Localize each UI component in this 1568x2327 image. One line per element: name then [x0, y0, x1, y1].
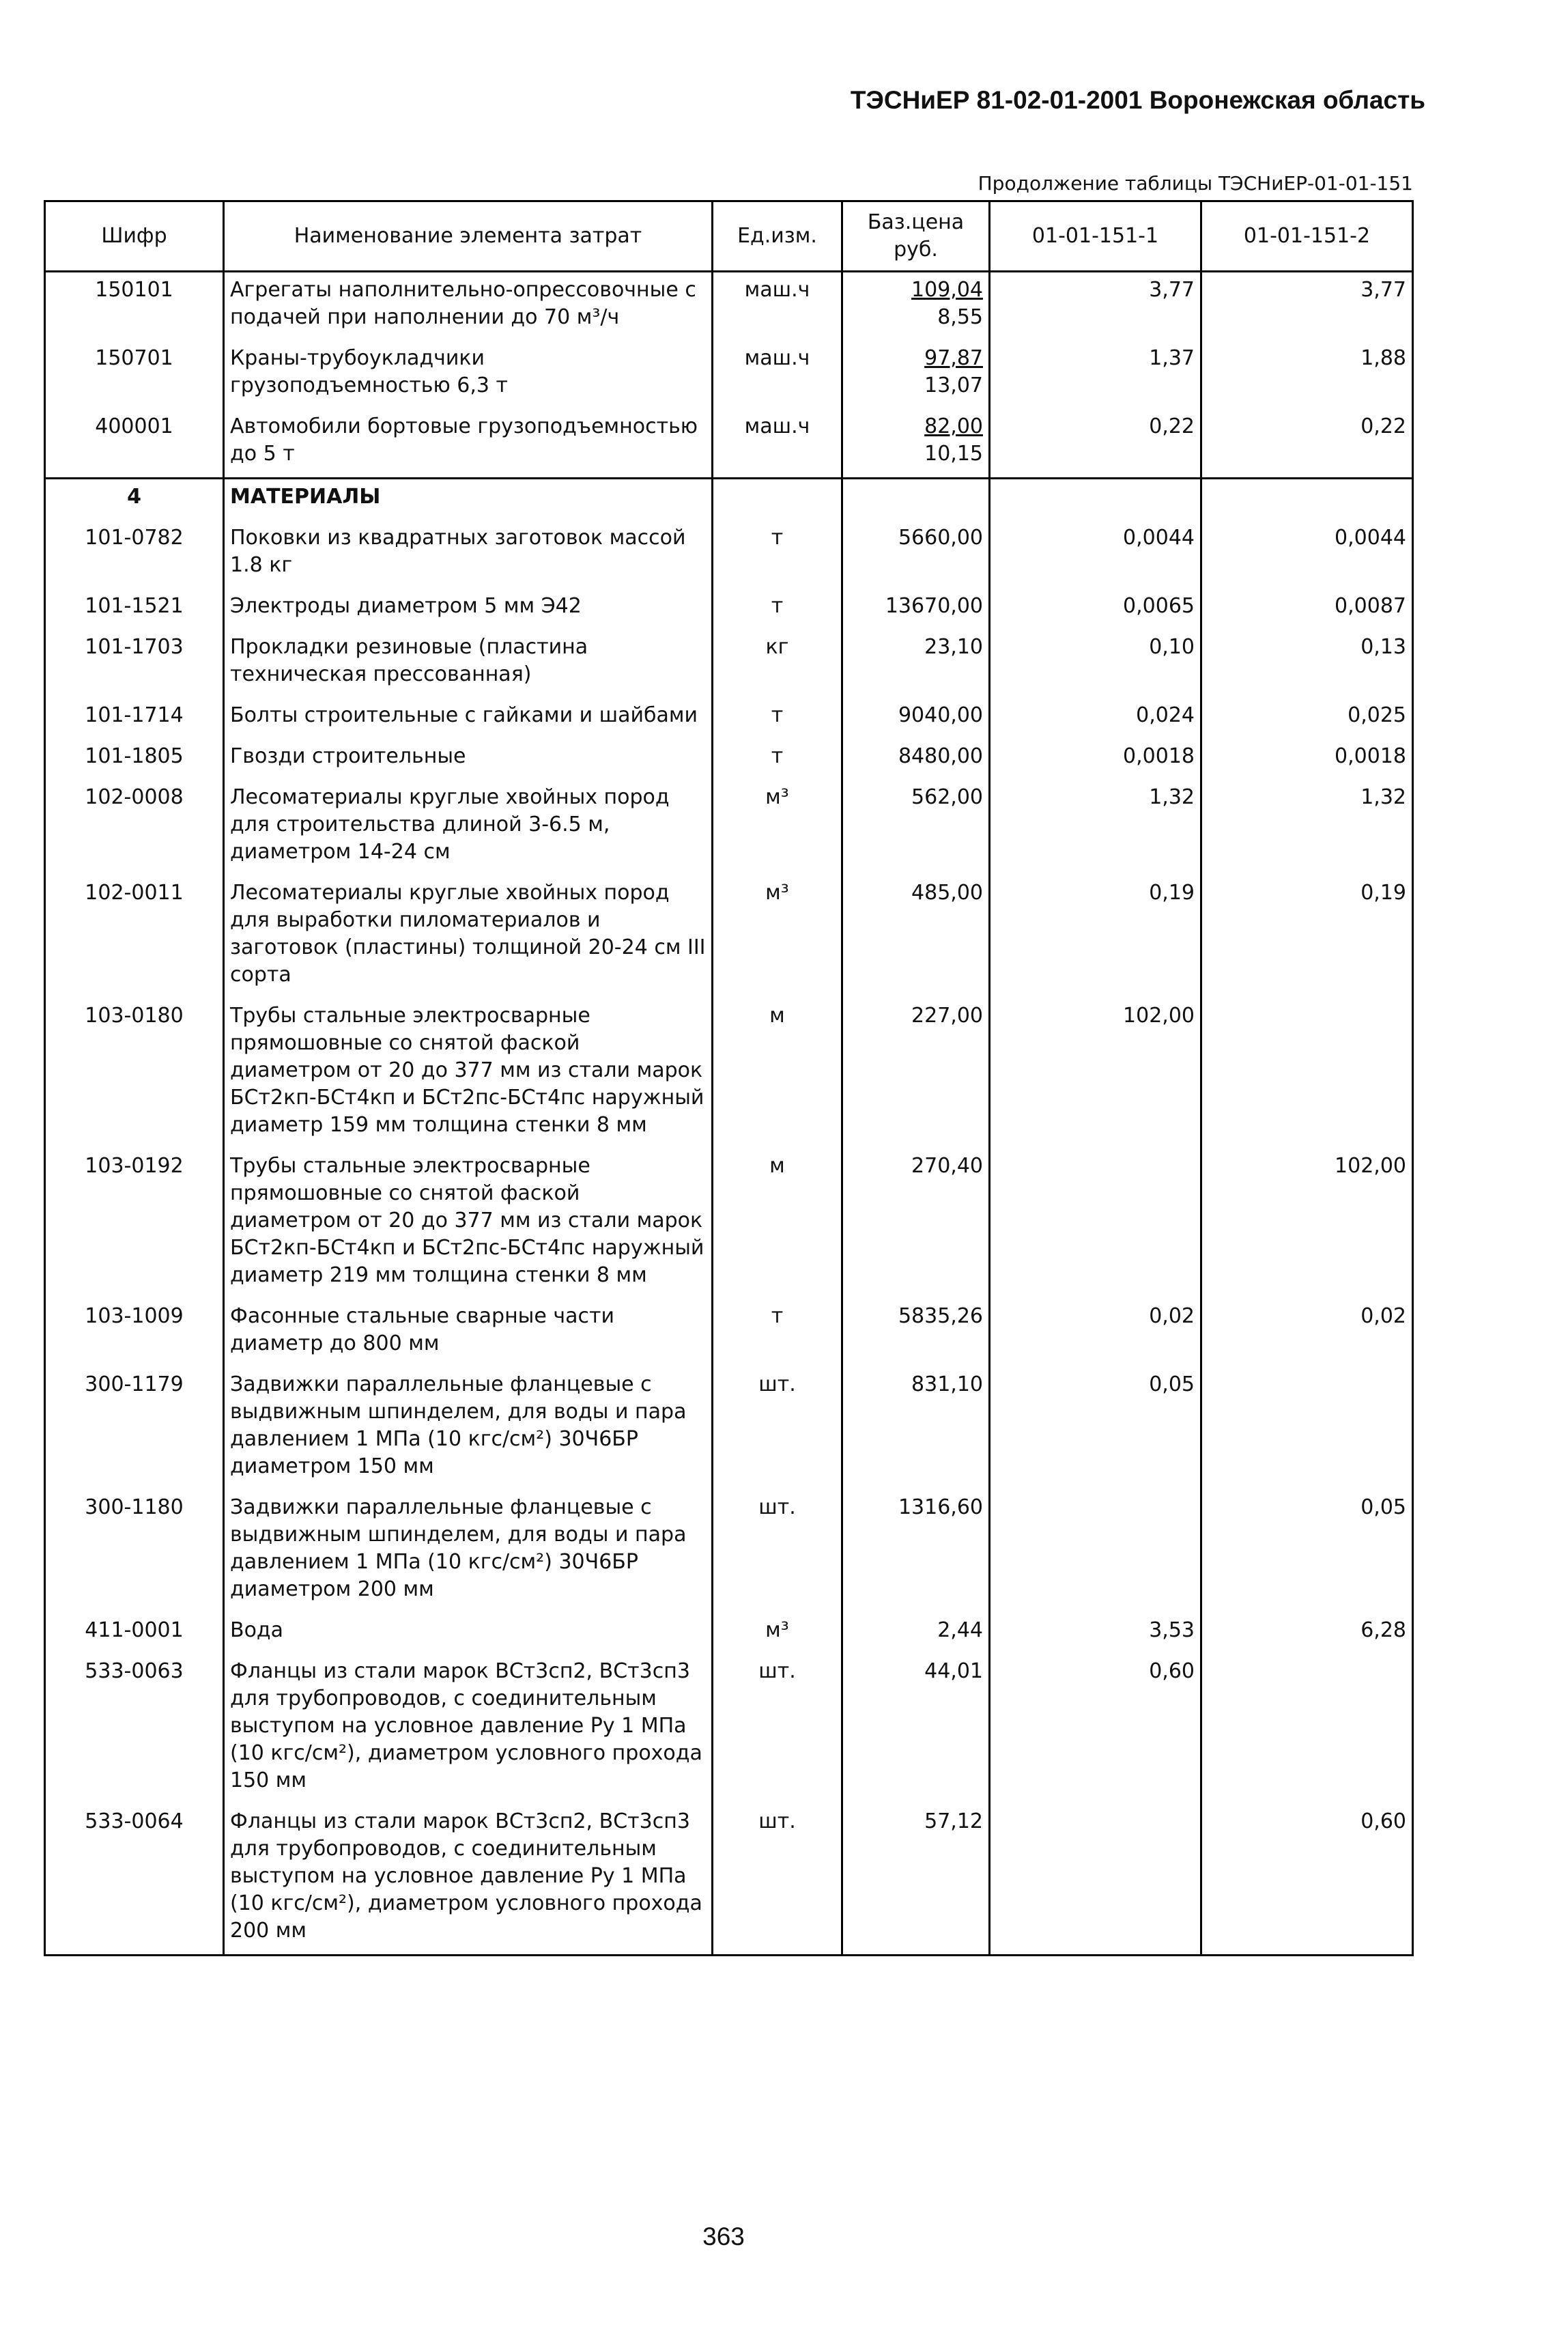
section-empty-cell — [1201, 479, 1413, 521]
cell-price: 5660,00 — [842, 520, 990, 589]
cell-name: Трубы стальные электросварные прямошовные со снятой фаской диаметром от 20 до 377 мм из стали марок БСт2кп-БСт4кп и БСт2пс-БСт4пс наружный диаметр 159 мм толщина стенки 8 мм — [224, 998, 713, 1148]
cell-norm-2: 0,13 — [1201, 630, 1413, 698]
cell-norm-1: 0,0018 — [990, 739, 1201, 780]
section-empty-cell — [713, 479, 842, 521]
table-row — [45, 1654, 1413, 1804]
cell-code: 103-0192 — [45, 1148, 224, 1299]
table-row — [45, 341, 1413, 409]
table-row — [45, 780, 1413, 875]
cell-code: 400001 — [45, 409, 224, 479]
cell-unit: т — [713, 1299, 842, 1367]
cell-name: Лесоматериалы круглые хвойных пород для выработки пиломатериалов и заготовок (пластины) толщиной 20-24 см III сорта — [224, 875, 713, 998]
section-empty-cell — [842, 479, 990, 521]
cell-code: 101-1703 — [45, 630, 224, 698]
cell-norm-1: 0,60 — [990, 1654, 1201, 1804]
cell-unit: маш.ч — [713, 341, 842, 409]
table-row — [45, 272, 1413, 341]
cell-norm-2 — [1201, 998, 1413, 1148]
cell-unit: шт. — [713, 1367, 842, 1490]
cell-name: Электроды диаметром 5 мм Э42 — [224, 589, 713, 630]
col-header-code: Шифр — [45, 201, 224, 272]
cell-norm-2: 6,28 — [1201, 1613, 1413, 1654]
cell-price-wage: 10,15 — [924, 442, 983, 466]
table-row — [45, 1613, 1413, 1654]
table-row — [45, 1299, 1413, 1367]
cell-name: Фланцы из стали марок ВСт3сп2, ВСт3сп3 для трубопроводов, с соединительным выступом на условное давление Ру 1 МПа (10 кгс/см²), диаметром условного прохода 150 мм — [224, 1654, 713, 1804]
cell-unit: шт. — [713, 1804, 842, 1956]
cell-code: 101-1521 — [45, 589, 224, 630]
cell-price: 44,01 — [842, 1654, 990, 1804]
cell-norm-1: 0,19 — [990, 875, 1201, 998]
cell-norm-1: 0,10 — [990, 630, 1201, 698]
cell-norm-1: 102,00 — [990, 998, 1201, 1148]
table-row — [45, 520, 1413, 589]
cell-norm-1: 0,024 — [990, 698, 1201, 739]
table-row — [45, 589, 1413, 630]
cell-unit: т — [713, 520, 842, 589]
cell-norm-2: 102,00 — [1201, 1148, 1413, 1299]
cell-unit: кг — [713, 630, 842, 698]
table-row — [45, 1804, 1413, 1956]
cell-name: Вода — [224, 1613, 713, 1654]
cell-norm-1: 1,37 — [990, 341, 1201, 409]
table-row — [45, 1490, 1413, 1613]
cell-unit: м³ — [713, 1613, 842, 1654]
cell-norm-2: 1,32 — [1201, 780, 1413, 875]
cell-norm-2: 0,0044 — [1201, 520, 1413, 589]
cell-name: Фасонные стальные сварные части диаметр до 800 мм — [224, 1299, 713, 1367]
cell-unit: шт. — [713, 1654, 842, 1804]
norm-table — [44, 200, 1414, 1956]
cell-code: 533-0063 — [45, 1654, 224, 1804]
cell-norm-2: 0,0087 — [1201, 589, 1413, 630]
cell-code: 533-0064 — [45, 1804, 224, 1956]
cell-unit: м³ — [713, 875, 842, 998]
materials-section — [45, 479, 1413, 1956]
page-number: 363 — [702, 2223, 745, 2251]
cell-name: Гвозди строительные — [224, 739, 713, 780]
cell-price-base: 82,00 — [924, 414, 983, 438]
cell-price — [842, 272, 990, 341]
cell-name: Лесоматериалы круглые хвойных пород для строительства длиной 3-6.5 м, диаметром 14-24 см — [224, 780, 713, 875]
cell-code: 150701 — [45, 341, 224, 409]
cell-name: Прокладки резиновые (пластина техническая прессованная) — [224, 630, 713, 698]
cell-unit: м — [713, 998, 842, 1148]
col-header-norm-2: 01-01-151-2 — [1201, 201, 1413, 272]
cell-price: 485,00 — [842, 875, 990, 998]
cell-code: 411-0001 — [45, 1613, 224, 1654]
cell-price-base: 109,04 — [911, 278, 983, 302]
cell-norm-1: 3,53 — [990, 1613, 1201, 1654]
cell-price — [842, 409, 990, 479]
cell-norm-1: 0,0044 — [990, 520, 1201, 589]
cell-code: 101-1714 — [45, 698, 224, 739]
col-header-price: Баз.цена руб. — [842, 201, 990, 272]
col-header-name: Наименование элемента затрат — [224, 201, 713, 272]
cell-price: 23,10 — [842, 630, 990, 698]
cell-price: 270,40 — [842, 1148, 990, 1299]
cell-price: 9040,00 — [842, 698, 990, 739]
cell-price: 831,10 — [842, 1367, 990, 1490]
cell-norm-1: 0,0065 — [990, 589, 1201, 630]
col-header-unit: Ед.изм. — [713, 201, 842, 272]
table-row — [45, 998, 1413, 1148]
cell-price: 5835,26 — [842, 1299, 990, 1367]
table-header-row — [45, 201, 1413, 272]
cell-unit: т — [713, 739, 842, 780]
cell-norm-1: 0,02 — [990, 1299, 1201, 1367]
cell-code: 103-1009 — [45, 1299, 224, 1367]
cell-unit: т — [713, 589, 842, 630]
table-row — [45, 875, 1413, 998]
cell-price-wage: 8,55 — [937, 305, 983, 329]
cell-code: 150101 — [45, 272, 224, 341]
cell-norm-1 — [990, 1148, 1201, 1299]
cell-name: Задвижки параллельные фланцевые с выдвижным шпинделем, для воды и пара давлением 1 МПа (10 кгс/см²) 30Ч6БР диаметром 150 мм — [224, 1367, 713, 1490]
cell-unit: маш.ч — [713, 409, 842, 479]
table-row — [45, 1367, 1413, 1490]
cell-unit: м³ — [713, 780, 842, 875]
cell-norm-2: 0,60 — [1201, 1804, 1413, 1956]
cell-norm-2: 0,025 — [1201, 698, 1413, 739]
table-row — [45, 409, 1413, 479]
col-header-norm-1: 01-01-151-1 — [990, 201, 1201, 272]
cell-norm-1: 1,32 — [990, 780, 1201, 875]
cell-name: Задвижки параллельные фланцевые с выдвижным шпинделем, для воды и пара давлением 1 МПа (10 кгс/см²) 30Ч6БР диаметром 200 мм — [224, 1490, 713, 1613]
table-continuation-caption: Продолжение таблицы ТЭСНиЕР-01-01-151 — [978, 172, 1413, 195]
cell-norm-1: 0,22 — [990, 409, 1201, 479]
cell-norm-1 — [990, 1490, 1201, 1613]
cell-unit: маш.ч — [713, 272, 842, 341]
cell-price: 2,44 — [842, 1613, 990, 1654]
machines-section — [45, 272, 1413, 479]
cell-name: Поковки из квадратных заготовок массой 1.8 кг — [224, 520, 713, 589]
cell-norm-2: 1,88 — [1201, 341, 1413, 409]
cell-price-base: 97,87 — [924, 346, 983, 370]
cell-price: 1316,60 — [842, 1490, 990, 1613]
table-row — [45, 1148, 1413, 1299]
cell-norm-2 — [1201, 1654, 1413, 1804]
cell-norm-2: 0,0018 — [1201, 739, 1413, 780]
section-heading-row — [45, 479, 1413, 521]
cell-name: Агрегаты наполнительно-опрессовочные с подачей при наполнении до 70 м³/ч — [224, 272, 713, 341]
table-row — [45, 630, 1413, 698]
cell-norm-1: 0,05 — [990, 1367, 1201, 1490]
table-row — [45, 739, 1413, 780]
cell-norm-2: 0,19 — [1201, 875, 1413, 998]
section-empty-cell — [990, 479, 1201, 521]
section-number: 4 — [45, 479, 224, 521]
cell-price: 227,00 — [842, 998, 990, 1148]
cell-price: 562,00 — [842, 780, 990, 875]
cell-name: Трубы стальные электросварные прямошовные со снятой фаской диаметром от 20 до 377 мм из стали марок БСт2кп-БСт4кп и БСт2пс-БСт4пс наружный диаметр 219 мм толщина стенки 8 мм — [224, 1148, 713, 1299]
cell-unit: т — [713, 698, 842, 739]
cell-unit: шт. — [713, 1490, 842, 1613]
cell-norm-2: 0,02 — [1201, 1299, 1413, 1367]
cell-price: 57,12 — [842, 1804, 990, 1956]
cell-code: 300-1180 — [45, 1490, 224, 1613]
cell-name: Автомобили бортовые грузоподъемностью до 5 т — [224, 409, 713, 479]
cell-code: 102-0008 — [45, 780, 224, 875]
cell-norm-2: 0,22 — [1201, 409, 1413, 479]
cell-norm-2 — [1201, 1367, 1413, 1490]
cell-code: 300-1179 — [45, 1367, 224, 1490]
cell-code: 103-0180 — [45, 998, 224, 1148]
cell-norm-2: 3,77 — [1201, 272, 1413, 341]
cell-norm-1 — [990, 1804, 1201, 1956]
cell-name: Болты строительные с гайками и шайбами — [224, 698, 713, 739]
cell-norm-2: 0,05 — [1201, 1490, 1413, 1613]
cell-norm-1: 3,77 — [990, 272, 1201, 341]
cell-code: 101-0782 — [45, 520, 224, 589]
cell-price-wage: 13,07 — [924, 373, 983, 397]
cell-price — [842, 341, 990, 409]
cell-code: 101-1805 — [45, 739, 224, 780]
cell-code: 102-0011 — [45, 875, 224, 998]
table-row — [45, 698, 1413, 739]
norm-table-container — [44, 200, 1412, 1956]
cell-unit: м — [713, 1148, 842, 1299]
page-header-title: ТЭСНиЕР 81-02-01-2001 Воронежская область — [850, 86, 1425, 114]
cell-price: 13670,00 — [842, 589, 990, 630]
cell-name: Краны-трубоукладчики грузоподъемностью 6,3 т — [224, 341, 713, 409]
section-title: МАТЕРИАЛЫ — [224, 479, 713, 521]
cell-name: Фланцы из стали марок ВСт3сп2, ВСт3сп3 для трубопроводов, с соединительным выступом на условное давление Ру 1 МПа (10 кгс/см²), диаметром условного прохода 200 мм — [224, 1804, 713, 1956]
cell-price: 8480,00 — [842, 739, 990, 780]
